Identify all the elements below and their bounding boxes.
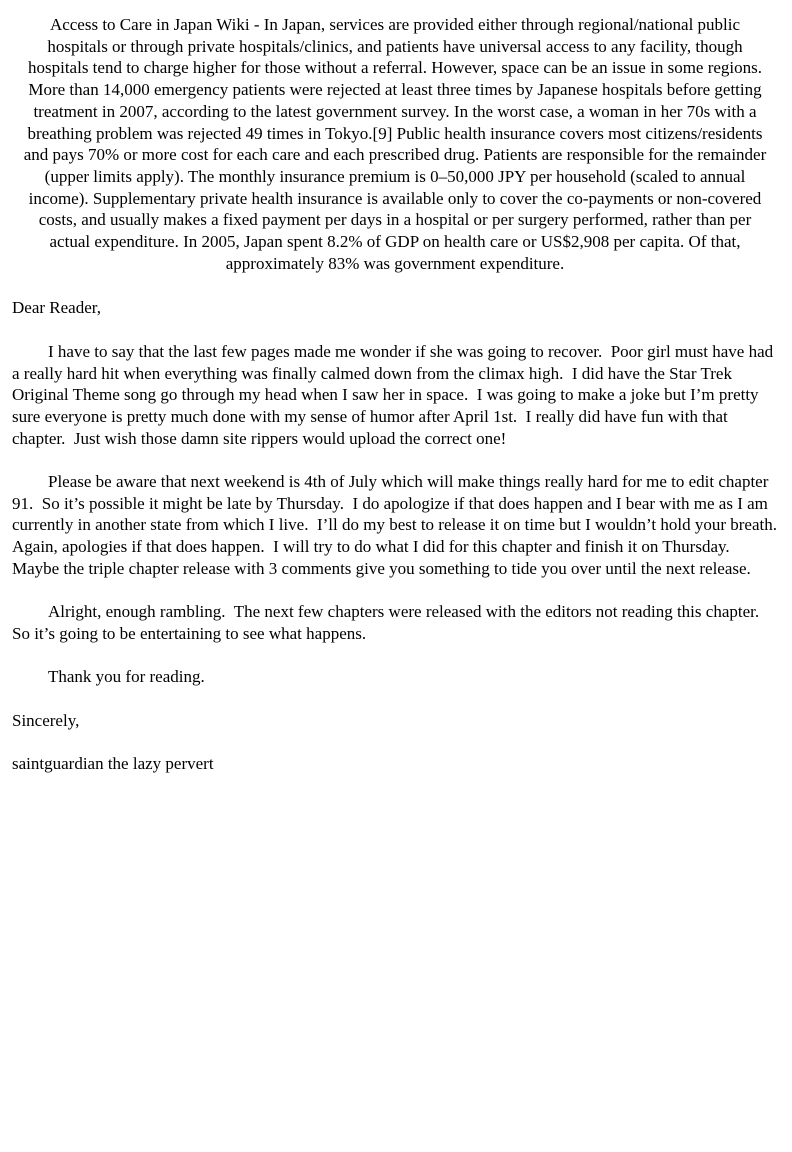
wiki-excerpt-paragraph: Access to Care in Japan Wiki - In Japan, services are provided either through regional/national public hospitals or through private hospitals/clinics, and patients have universal access to any facility, though hospitals tend to charge higher for those without a referral. However, space can be an issue in some regions. More than 14,000 emergency patients were rejected at least three times by Japanese hospitals before getting treatment in 2007, according to the latest government survey. In the worst case, a woman in her 70s with a breathing problem was rejected 49 times in Tokyo.[9] Public health insurance covers most citizens/residents and pays 70% or more cost for each care and each prescribed drug. Patients are responsible for the remainder (upper limits apply). The monthly insurance premium is 0–50,000 JPY per household (scaled to annual income). Supplementary private health insurance is available only to cover the co-payments or non-covered costs, and usually makes a fixed payment per days in a hospital or per surgery performed, rather than per actual expenditure. In 2005, Japan spent 8.2% of GDP on health care or US$2,908 per capita. Of that, approximately 83% was government expenditure. [23,15,771,273]
letter-body [12,297,785,774]
paragraph-schedule: Please be aware that next weekend is 4th of July which will make things really hard for me to edit chapter 91. So it’s possible it might be late by Thursday. I do apologize if that does happen and I bear with me as I am currently in another state from which I live. I’ll do my best to release it on time but I wouldn’t hold your breath. Again, apologies if that does happen. I will try to do what I did for this chapter and finish it on Thursday. Maybe the triple chapter release with 3 comments give you something to tide you over until the next release. [12,472,785,578]
paragraph-rambling: Alright, enough rambling. The next few chapters were released with the editors not reading this chapter. So it’s going to be entertaining to see what happens. [12,602,768,643]
closing-line: Sincerely, [12,710,80,730]
thanks-line: Thank you for reading. [48,667,205,687]
paragraph-recover: I have to say that the last few pages made me wonder if she was going to recover. Poor girl must have had a really hard hit when everything was finally calmed down from the climax high. I did have the Star Trek Original Theme song go through my head when I saw her in space. I was going to make a joke but I’m pretty sure everyone is pretty much done with my sense of humor after April 1st. I really did have fun with that chapter. Just wish those damn site rippers would upload the correct one! [12,341,778,448]
greeting-line: Dear Reader, [12,298,101,318]
signature-line: saintguardian the lazy pervert [12,754,214,774]
